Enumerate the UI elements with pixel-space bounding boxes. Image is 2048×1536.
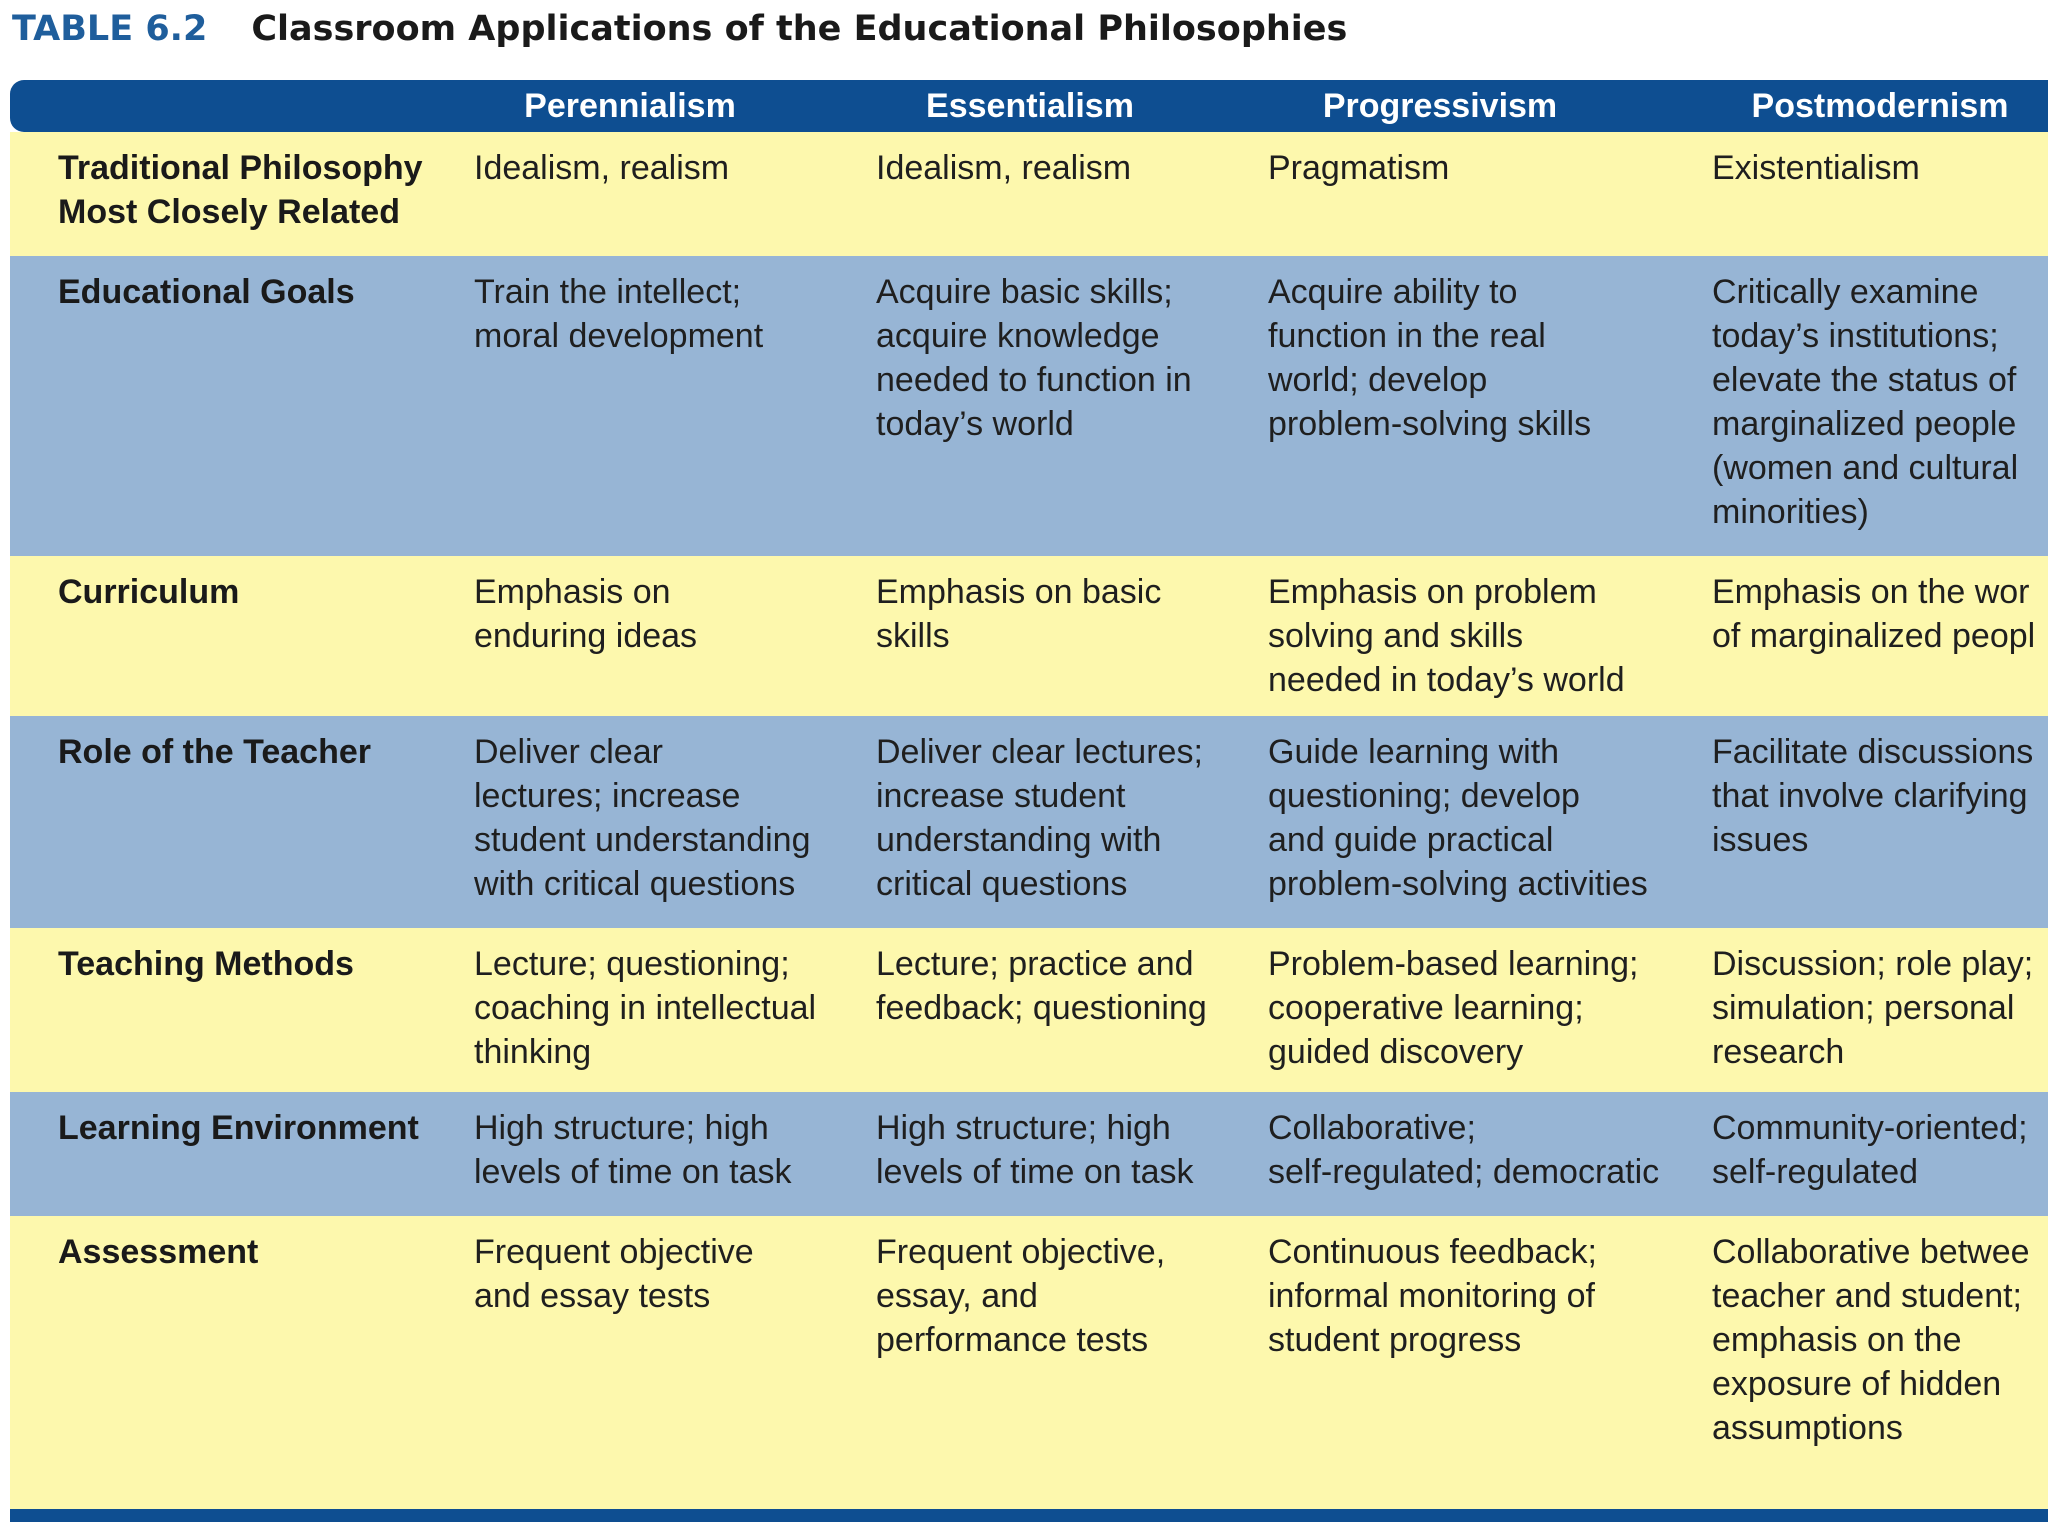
table-caption [12,2,1347,56]
table-cell: Existentialism [1712,149,1920,187]
table-cell: Emphasis on the wor of marginalized peopl [1712,573,2036,655]
table-row [10,556,2048,716]
table-cell: Train the intellect; moral development [474,273,764,355]
table-cell: Emphasis on enduring ideas [474,573,698,655]
philosophies-table [10,80,2048,1522]
table-title: Classroom Applications of the Educational Philosophies [251,9,1348,49]
row-header: Curriculum [58,573,240,611]
table-cell: Acquire ability to function in the real world; develop problem-solving skills [1268,273,1592,443]
row-header: Traditional Philosophy Most Closely Related [58,149,423,231]
table-row [10,928,2048,1092]
table-cell: Guide learning with questioning; develop and guide practical problem-solving activities [1268,733,1648,903]
table-cell: Continuous feedback; informal monitoring of student progress [1268,1233,1597,1359]
table-cell: Critically examine today’s institutions; elevate the status of marginalized people (women and cultural minorities) [1712,273,2019,531]
column-header-essentialism: Essentialism [926,87,1134,125]
table-cell: Idealism, realism [876,149,1132,187]
table-cell: Deliver clear lectures; increase student understanding with critical questions [474,733,811,903]
table-bottom-rule [10,1509,2048,1522]
row-header: Teaching Methods [58,945,354,983]
table-row [10,132,2048,256]
table-cell: Emphasis on problem solving and skills needed in today’s world [1268,573,1625,699]
table-number: TABLE 6.2 [12,9,208,49]
table-cell: Problem-based learning; cooperative learning; guided discovery [1268,945,1639,1071]
column-header-postmodernism: Postmodernism [1751,87,2009,125]
table-cell: Collaborative; self-regulated; democratic [1268,1109,1660,1191]
table-row [10,1092,2048,1216]
table-cell: Frequent objective, essay, and performance tests [876,1233,1166,1359]
table-row [10,1216,2048,1522]
row-header: Learning Environment [58,1109,419,1147]
table-cell: Deliver clear lectures; increase student understanding with critical questions [876,733,1203,903]
table-row [10,716,2048,928]
table-cell: Collaborative betwee teacher and student; emphasis on the exposure of hidden assumptions [1712,1233,2030,1447]
table-cell: Lecture; practice and feedback; questioning [876,945,1207,1027]
row-header: Role of the Teacher [58,733,371,771]
table-cell: Community-oriented; self-regulated [1712,1109,2028,1191]
table-cell: Frequent objective and essay tests [474,1233,754,1315]
table-cell: High structure; high levels of time on task [474,1109,792,1191]
table-cell: Idealism, realism [474,149,730,187]
column-header-perennialism: Perennialism [524,87,736,125]
row-header: Educational Goals [58,273,355,311]
table-cell: Facilitate discussions that involve clarifying issues [1712,733,2034,859]
table-cell: Pragmatism [1268,149,1450,187]
table-cell: Lecture; questioning; coaching in intellectual thinking [474,945,817,1071]
column-header-progressivism: Progressivism [1322,87,1558,125]
table-cell: Discussion; role play; simulation; personal research [1712,945,2034,1071]
table-row [10,256,2048,556]
row-header: Assessment [58,1233,259,1271]
table-header-row [10,80,2048,132]
table-cell: High structure; high levels of time on task [876,1109,1194,1191]
table-cell: Acquire basic skills; acquire knowledge needed to function in today’s world [876,273,1192,443]
table-cell: Emphasis on basic skills [876,573,1162,655]
